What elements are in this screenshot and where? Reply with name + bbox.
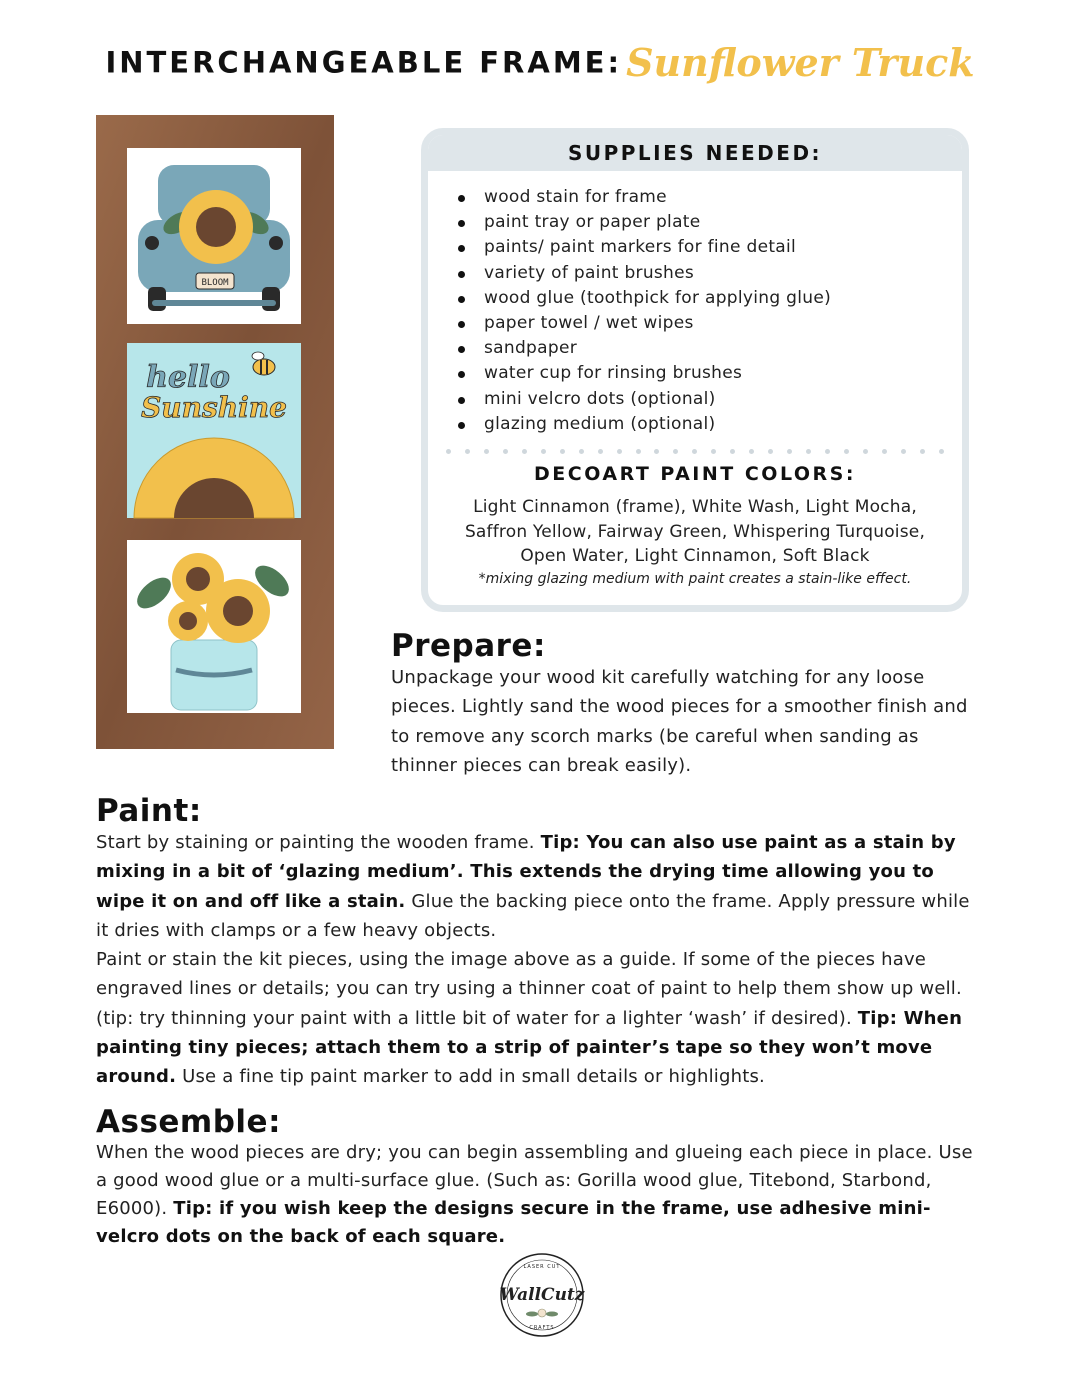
frame-illustration <box>96 115 334 749</box>
dotted-divider <box>446 447 944 455</box>
supplies-box <box>421 128 969 612</box>
paint-colors-note: *mixing glazing medium with paint creates a stain-like effect. <box>478 570 912 587</box>
list-item: glazing medium (optional) <box>458 412 962 437</box>
paint-paragraph-1: Start by staining or painting the wooden frame. Tip: You can also use paint as a stain by mixing in a bit of ‘glazing medium’. This extends the drying time allowing you to wipe it on and off like a stain. Glue the backing piece onto the frame. Apply pressure while it dries with clamps or a few heavy objects. <box>96 832 970 941</box>
svg-text:WallCutz: WallCutz <box>499 1285 585 1305</box>
supplies-heading: SUPPLIES NEEDED: <box>428 135 962 171</box>
list-item: wood glue (toothpick for applying glue) <box>458 286 962 311</box>
list-item: sandpaper <box>458 336 962 361</box>
prepare-text: Unpackage your wood kit carefully watching for any loose pieces. Lightly sand the wood pieces for a smoother finish and to remove any scorch marks (be careful when sanding as thinner pieces can break easily). <box>391 667 968 776</box>
sign-hello: hello <box>146 360 230 395</box>
truck-icon <box>138 165 290 311</box>
paint-tip-1: Tip: You can also use paint as a stain by mixing in a bit of ‘glazing medium’. This extends the drying time allowing you to wipe it on and off like a stain. <box>96 832 956 912</box>
list-item: paints/ paint markers for fine detail <box>458 235 962 260</box>
list-item: mini velcro dots (optional) <box>458 387 962 412</box>
paint-heading: Paint: <box>96 793 202 829</box>
svg-text:CRAFTS: CRAFTS <box>529 1325 555 1331</box>
list-item: water cup for rinsing brushes <box>458 361 962 386</box>
list-item: paint tray or paper plate <box>458 210 962 235</box>
assemble-heading: Assemble: <box>96 1104 281 1140</box>
sign-sunshine: Sunshine <box>141 391 287 424</box>
list-item: wood stain for frame <box>458 185 962 210</box>
assemble-text: When the wood pieces are dry; you can begin assembling and glueing each piece in place. Use a good wood glue or a multi-surface glue. (Such as: Gorilla wood glue, Titebond, Starbond, E6000). Tip: if you wish keep the designs secure in the frame, use adhesive mini-velcro dots on the back of each square. <box>96 1142 973 1247</box>
wallcutz-logo <box>494 1251 590 1339</box>
svg-text:LASER CUT: LASER CUT <box>523 1264 561 1270</box>
paint-colors-text: Light Cinnamon (frame), White Wash, Light Mocha, Saffron Yellow, Fairway Green, Whispering Turquoise, Open Water, Light Cinnamon, Soft Black <box>464 497 926 567</box>
list-item: variety of paint brushes <box>458 261 962 286</box>
list-item: paper towel / wet wipes <box>458 311 962 336</box>
plate-text: BLOOM <box>201 278 229 288</box>
paint-colors-heading: DECOART PAINT COLORS: <box>534 463 856 486</box>
paint-paragraph-2: Paint or stain the kit pieces, using the image above as a guide. If some of the pieces have engraved lines or details; you can try using a thinner coat of paint to help them show up well. (tip: try thinning your paint with a little bit of water for a lighter ‘wash’ if desired). Tip: When painting tiny pieces; attach them to a strip of painter’s tape so they won’t move around. Use a fine tip paint marker to add in small details or highlights. <box>96 949 963 1088</box>
title-script: Sunflower Truck <box>626 40 975 85</box>
assemble-tip: Tip: if you wish keep the designs secure in the frame, use adhesive mini-velcro dots on the back of each square. <box>96 1198 931 1247</box>
supplies-list <box>428 185 962 437</box>
prepare-heading: Prepare: <box>391 628 546 664</box>
title-main: INTERCHANGEABLE FRAME: <box>105 45 623 80</box>
page-title <box>0 40 1080 85</box>
paint-tip-2: Tip: When painting tiny pieces; attach them to a strip of painter’s tape so they won’t move around. <box>96 1007 963 1088</box>
